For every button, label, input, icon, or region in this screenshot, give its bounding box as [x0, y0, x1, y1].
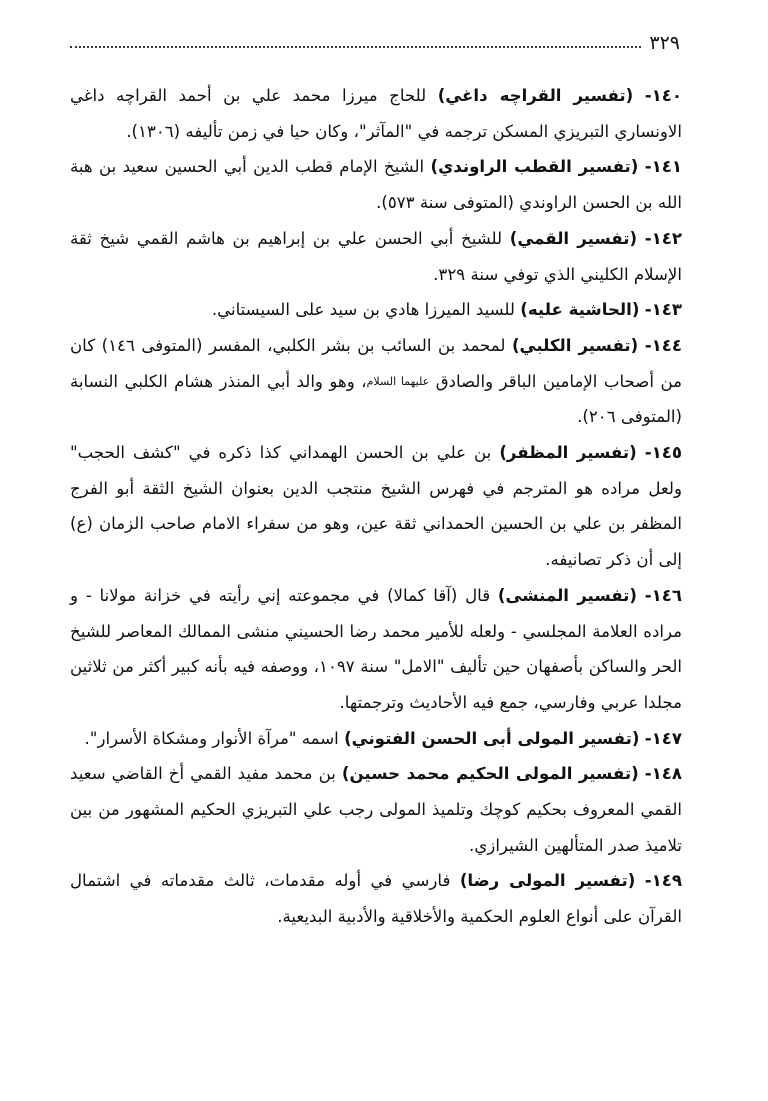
entry-text: اسمه "مرآة الأنوار ومشكاة الأسرار".: [84, 728, 339, 748]
entry-number: ١٤٦-: [644, 585, 683, 605]
entry-number: ١٤١-: [644, 157, 683, 177]
entry-144: [70, 328, 682, 435]
entry-140: [70, 78, 682, 149]
entry-146: [70, 578, 682, 721]
entry-text: بن محمد مفيد القمي أخ القاضي سعيد القمي المعروف بحكيم كوچك وتلميذ المولى رجب علي التبريزي الحكيم المشهور من بين تلاميذ صدر المتألهين الشيرازي.: [70, 764, 682, 855]
page-body: [70, 78, 682, 935]
entry-148: [70, 756, 682, 863]
entry-number: ١٤٥-: [644, 443, 682, 463]
entry-title: (تفسير المنشى): [497, 585, 637, 605]
entry-title: (تفسير المولى الحكيم محمد حسين): [341, 764, 639, 784]
entry-title: (تفسير القراچه داغي): [437, 86, 634, 105]
header-dotted-rule: [70, 46, 641, 48]
entry-number: ١٤٣-: [644, 300, 682, 320]
entry-title: (تفسير المولى أبى الحسن الفتوني): [344, 728, 640, 748]
honorific-glyph: عليهما السلام: [366, 374, 430, 388]
entry-number: ١٤٢-: [644, 228, 683, 248]
entry-title: (تفسير الكلبي): [511, 335, 639, 355]
entry-text: الشيخ الإمام قطب الدين أبي الحسين سعيد بن هبة الله بن الحسن الراوندي (المتوفى سنة ٥٧٣).: [70, 157, 682, 213]
page-number: ٣٢٩: [649, 32, 680, 54]
entry-number: ١٤٤-: [644, 335, 683, 355]
entry-number: ١٤٠-: [644, 86, 682, 105]
entry-147: [70, 721, 682, 757]
entry-number: ١٤٩-: [644, 871, 682, 891]
entry-text: للسيد الميرزا هادي بن سيد على السيستاني.: [211, 300, 515, 320]
entry-149: [70, 863, 682, 934]
entry-number: ١٤٧-: [644, 728, 682, 748]
entry-text: للحاج ميرزا محمد علي بن أحمد القراچه داغي الاونساري التبريزي المسكن ترجمه في "المآثر"، وكان حيا في زمن تأليفه (١٣٠٦).: [70, 86, 682, 141]
entry-142: [70, 221, 682, 292]
page-header: [70, 28, 680, 58]
entry-title: (تفسير القمي): [509, 228, 638, 248]
entry-145: [70, 435, 682, 578]
entry-number: ١٤٨-: [644, 764, 682, 784]
entry-text: قال (آقا كمالا) في مجموعته إني رأيته في خزانة مولانا - و مراده العلامة المجلسي - ولعله للأمير محمد رضا الحسيني منشى الممالك المعاصر للشيخ الحر والساكن بأصفهان حين تأليف "الامل" سنة ١٠٩٧، ووصفه فيه بأنه كبير أكثر من ثلاثين مجلدا عربي وفارسي، جمع فيه الأحاديث وترجمتها.: [70, 585, 682, 712]
entry-text: للشيخ أبي الحسن علي بن إبراهيم بن هاشم القمي شيخ ثقة الإسلام الكليني الذي توفي سنة ٣٢٩.: [70, 228, 682, 284]
entry-text: بن علي بن الحسن الهمداني كذا ذكره في "كشف الحجب" ولعل مراده هو المترجم في فهرس الشيخ منتجب الدين بعنوان الشيخ الثقة أبو الفرج المظفر بن علي بن الحسين الحمداني ثقة عين، وهو من سفراء الامام صاحب الزمان (ع) إلى أن ذكر تصانيفه.: [70, 443, 682, 570]
entry-143: [70, 292, 682, 328]
entry-text: لمحمد بن السائب بن بشر الكلبي، المفسر (المتوفى ١٤٦) كان من أصحاب الإمامين الباقر والصادق: [70, 335, 682, 391]
entry-title: (تفسير المظفر): [499, 443, 637, 463]
entry-title: (تفسير القطب الراوندي): [430, 157, 639, 177]
entry-text: فارسي في أوله مقدمات، ثالث مقدماته في اشتمال القرآن على أنواع العلوم الحكمية والأخلاقية والأدبية البديعية.: [70, 871, 682, 927]
entry-text-continued: ، وهو والد أبي المنذر هشام الكلبي النسابة (المتوفى ٢٠٦).: [70, 371, 682, 427]
entry-title: (تفسير المولى رضا): [459, 871, 636, 891]
entry-title: (الحاشية عليه): [520, 300, 640, 320]
entry-141: [70, 149, 682, 220]
